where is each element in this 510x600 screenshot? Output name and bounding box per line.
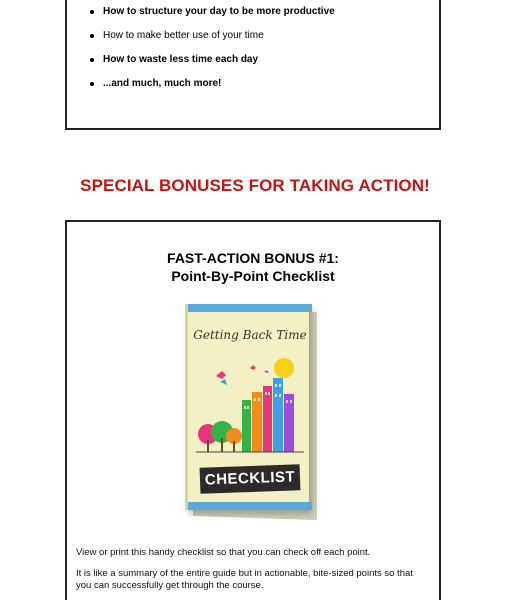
bonus-description-2: It is like a summary of the entire guide but in actionable, bite-sized points so that you can successfully get through the course.	[76, 568, 413, 591]
feature-item: How to waste less time each day	[89, 54, 335, 66]
bonus-box	[65, 220, 441, 600]
checklist-label: CHECKLIST	[200, 464, 301, 493]
feature-item: How to structure your day to be more productive	[89, 6, 335, 18]
checklist-cover-image	[185, 304, 315, 516]
feature-list-box	[65, 0, 441, 130]
bonus-description-1: View or print this handy checklist so that you can check off each point.	[76, 547, 371, 558]
cover	[185, 304, 309, 510]
bonus-title-line2: Point-By-Point Checklist	[171, 268, 335, 284]
feature-list	[89, 6, 335, 102]
cover-bottom-band	[188, 502, 312, 510]
feature-item: How to make better use of your time	[89, 30, 335, 42]
bonus-title-line1: FAST-ACTION BONUS #1:	[167, 250, 339, 266]
city-illustration-icon	[194, 348, 306, 460]
feature-item: ...and much, much more!	[89, 78, 335, 90]
bonus-title	[67, 249, 439, 285]
cover-top-band	[188, 304, 312, 312]
cover-title: Getting Back Time	[193, 328, 307, 342]
bonuses-heading: SPECIAL BONUSES FOR TAKING ACTION!	[80, 176, 430, 195]
